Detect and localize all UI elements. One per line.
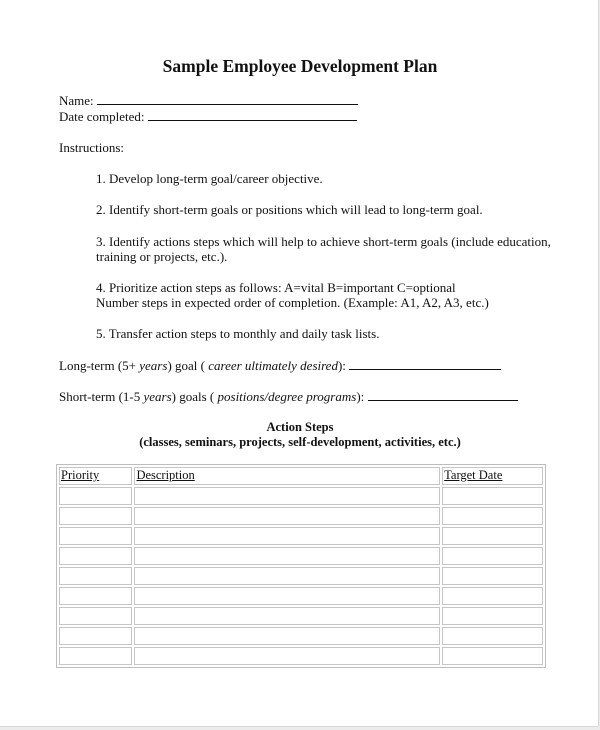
short-term-mid: ) goals ( <box>171 389 218 404</box>
description-cell[interactable] <box>134 587 440 605</box>
description-cell[interactable] <box>134 507 440 525</box>
header-priority <box>59 467 132 485</box>
table-header-row <box>59 467 543 485</box>
document-title: Sample Employee Development Plan <box>162 56 438 76</box>
date-field <box>59 109 357 124</box>
target-date-cell[interactable] <box>442 547 543 565</box>
target-date-cell[interactable] <box>442 507 543 525</box>
long-term-hint: career ultimately desired <box>208 358 338 373</box>
priority-cell[interactable] <box>59 567 132 585</box>
action-steps-table <box>56 464 546 668</box>
instructions-label: Instructions: <box>59 140 124 155</box>
target-date-cell[interactable] <box>442 487 543 505</box>
instruction-step-1: 1. Develop long-term goal/career objective. <box>96 171 323 186</box>
target-date-cell[interactable] <box>442 607 543 625</box>
priority-cell[interactable] <box>59 527 132 545</box>
instruction-step-4: 4. Prioritize action steps as follows: A=vital B=important C=optional <box>96 280 456 295</box>
date-label: Date completed: <box>59 109 145 124</box>
short-term-goal-field <box>59 389 518 404</box>
header-description <box>134 467 440 485</box>
date-blank[interactable] <box>148 110 357 121</box>
table-row <box>59 647 543 665</box>
long-term-years: years <box>139 358 168 373</box>
name-field <box>59 93 358 108</box>
table-row <box>59 587 543 605</box>
priority-cell[interactable] <box>59 607 132 625</box>
name-label: Name: <box>59 93 94 108</box>
long-term-prefix: Long-term (5+ <box>59 358 140 373</box>
table-row <box>59 607 543 625</box>
table-row <box>59 507 543 525</box>
description-cell[interactable] <box>134 547 440 565</box>
short-term-hint: positions/degree programs <box>217 389 357 404</box>
description-cell[interactable] <box>134 647 440 665</box>
description-cell[interactable] <box>134 527 440 545</box>
short-term-blank[interactable] <box>368 390 518 401</box>
instruction-step-2: 2. Identify short-term goals or positions which will lead to long-term goal. <box>96 202 483 217</box>
priority-cell[interactable] <box>59 627 132 645</box>
short-term-suffix: ): <box>356 389 365 404</box>
description-cell[interactable] <box>134 607 440 625</box>
table-row <box>59 547 543 565</box>
description-cell[interactable] <box>134 487 440 505</box>
priority-cell[interactable] <box>59 487 132 505</box>
long-term-goal-field <box>59 358 501 373</box>
target-date-cell[interactable] <box>442 647 543 665</box>
instruction-step-5: 5. Transfer action steps to monthly and daily task lists. <box>96 326 380 341</box>
short-term-years: years <box>143 389 172 404</box>
header-description-label: Description <box>136 468 195 482</box>
table-row <box>59 567 543 585</box>
instruction-step-3-cont: training or projects, etc.). <box>96 249 228 264</box>
table-row <box>59 527 543 545</box>
description-cell[interactable] <box>134 567 440 585</box>
table-row <box>59 487 543 505</box>
target-date-cell[interactable] <box>442 527 543 545</box>
long-term-suffix: ): <box>337 358 346 373</box>
instruction-step-3: 3. Identify actions steps which will help to achieve short-term goals (include education, <box>96 234 551 249</box>
header-target-date-label: Target Date <box>444 468 503 482</box>
header-priority-label: Priority <box>61 468 100 482</box>
table-row <box>59 627 543 645</box>
target-date-cell[interactable] <box>442 567 543 585</box>
name-blank[interactable] <box>97 94 358 105</box>
priority-cell[interactable] <box>59 587 132 605</box>
description-cell[interactable] <box>134 627 440 645</box>
priority-cell[interactable] <box>59 547 132 565</box>
target-date-cell[interactable] <box>442 627 543 645</box>
header-target-date <box>442 467 543 485</box>
long-term-blank[interactable] <box>349 359 501 370</box>
short-term-prefix: Short-term (1-5 <box>59 389 144 404</box>
long-term-mid: ) goal ( <box>167 358 209 373</box>
priority-cell[interactable] <box>59 507 132 525</box>
target-date-cell[interactable] <box>442 587 543 605</box>
priority-cell[interactable] <box>59 647 132 665</box>
action-steps-subtitle: (classes, seminars, projects, self-development, activities, etc.) <box>139 435 461 449</box>
instruction-step-4-cont: Number steps in expected order of completion. (Example: A1, A2, A3, etc.) <box>96 295 489 310</box>
action-steps-title: Action Steps <box>266 420 334 434</box>
